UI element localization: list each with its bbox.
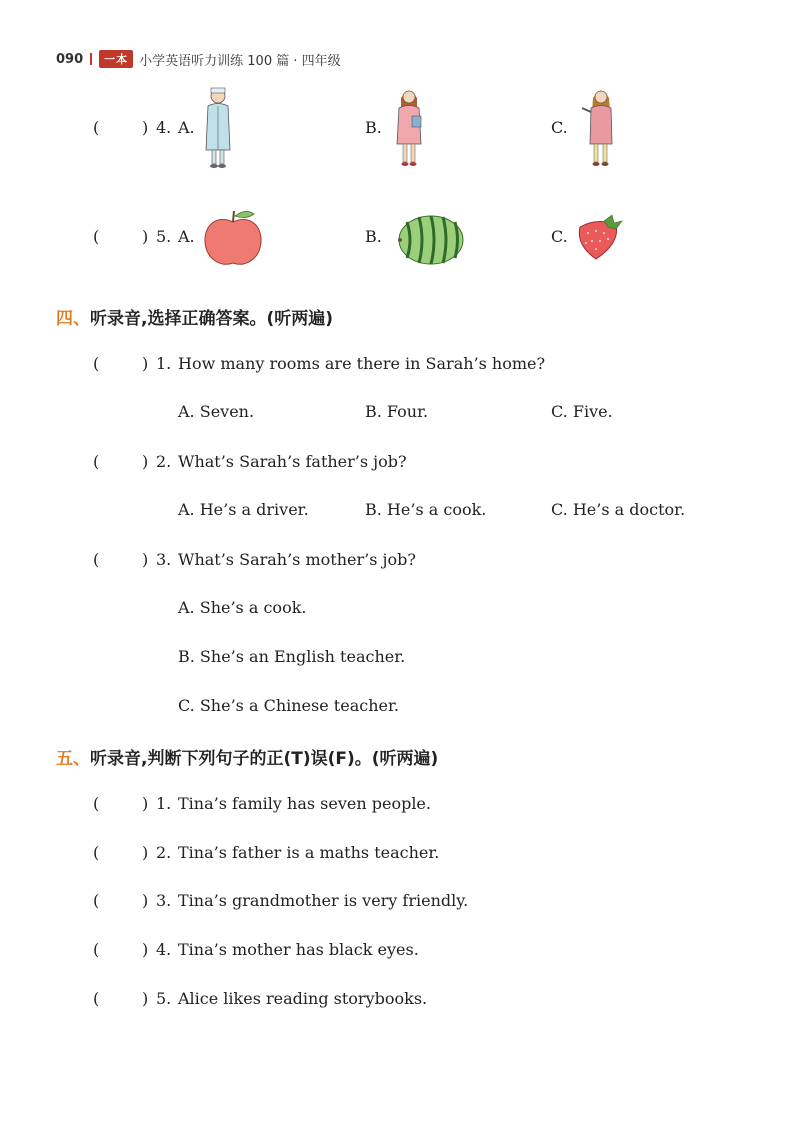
page-header — [56, 48, 341, 70]
question-text: What’s Sarah’s mother’s job? — [178, 550, 416, 569]
answer-paren-open: ( — [93, 891, 100, 910]
question-number: 5. — [156, 227, 172, 246]
book-title: 小学英语听力训练 100 篇 · 四年级 — [139, 53, 341, 69]
question-text: How many rooms are there in Sarah’s home? — [178, 354, 546, 373]
answer-paren-open: ( — [93, 118, 100, 137]
answer-paren-open: ( — [93, 794, 100, 813]
brand-logo: 一本 — [99, 50, 133, 68]
option-b: B. Four. — [365, 402, 429, 421]
option-letter-c: C. — [551, 227, 568, 246]
statement-text: Tina’s family has seven people. — [178, 794, 431, 813]
answer-paren-close: ) — [142, 227, 149, 246]
strawberry-icon — [574, 213, 624, 261]
section-4-title — [56, 304, 333, 329]
answer-paren-open: ( — [93, 354, 100, 373]
answer-paren-close: ) — [142, 354, 149, 373]
answer-paren-open: ( — [93, 227, 100, 246]
answer-paren-close: ) — [142, 989, 149, 1008]
option-b: B. He’s a cook. — [365, 500, 487, 519]
answer-paren-open: ( — [93, 550, 100, 569]
question-number: 1. — [156, 794, 172, 813]
answer-paren-open: ( — [93, 452, 100, 471]
option-letter-c: C. — [551, 118, 568, 137]
doctor-figure — [200, 86, 236, 170]
option-b: B. She’s an English teacher. — [178, 647, 406, 666]
apple-icon — [202, 208, 264, 268]
question-number: 4. — [156, 940, 172, 959]
answer-paren-open: ( — [93, 843, 100, 862]
question-text: What’s Sarah’s father’s job? — [178, 452, 407, 471]
answer-paren-close: ) — [142, 843, 149, 862]
answer-paren-open: ( — [93, 989, 100, 1008]
option-c: C. He’s a doctor. — [551, 500, 686, 519]
statement-text: Tina’s grandmother is very friendly. — [178, 891, 469, 910]
header-divider — [90, 53, 92, 65]
option-a: A. Seven. — [178, 402, 255, 421]
answer-paren-close: ) — [142, 940, 149, 959]
question-number: 4. — [156, 118, 172, 137]
option-letter-a: A. — [178, 118, 195, 137]
answer-paren-close: ) — [142, 891, 149, 910]
answer-paren-close: ) — [142, 118, 149, 137]
statement-text: Tina’s mother has black eyes. — [178, 940, 419, 959]
option-letter-b: B. — [365, 227, 382, 246]
option-a: A. He’s a driver. — [178, 500, 309, 519]
answer-paren-open: ( — [93, 940, 100, 959]
option-c: C. Five. — [551, 402, 613, 421]
option-letter-a: A. — [178, 227, 195, 246]
page-number: 090 — [56, 51, 84, 67]
question-number: 3. — [156, 891, 172, 910]
section-5-title — [56, 744, 438, 769]
question-number: 5. — [156, 989, 172, 1008]
option-a: A. She’s a cook. — [178, 598, 307, 617]
option-letter-b: B. — [365, 118, 382, 137]
answer-paren-close: ) — [142, 794, 149, 813]
watermelon-icon — [397, 214, 465, 266]
woman-teacher-figure — [580, 86, 620, 170]
woman-with-notebook-figure — [392, 86, 426, 170]
section-number: 四、 — [56, 309, 90, 329]
question-number: 2. — [156, 843, 172, 862]
option-c: C. She’s a Chinese teacher. — [178, 696, 399, 715]
section-instruction: 听录音,选择正确答案。(听两遍) — [90, 309, 333, 329]
answer-paren-close: ) — [142, 452, 149, 471]
question-number: 2. — [156, 452, 172, 471]
statement-text: Alice likes reading storybooks. — [178, 989, 428, 1008]
statement-text: Tina’s father is a maths teacher. — [178, 843, 440, 862]
question-number: 1. — [156, 354, 172, 373]
answer-paren-close: ) — [142, 550, 149, 569]
section-number: 五、 — [56, 749, 90, 769]
question-number: 3. — [156, 550, 172, 569]
section-instruction: 听录音,判断下列句子的正(T)误(F)。(听两遍) — [90, 749, 439, 769]
